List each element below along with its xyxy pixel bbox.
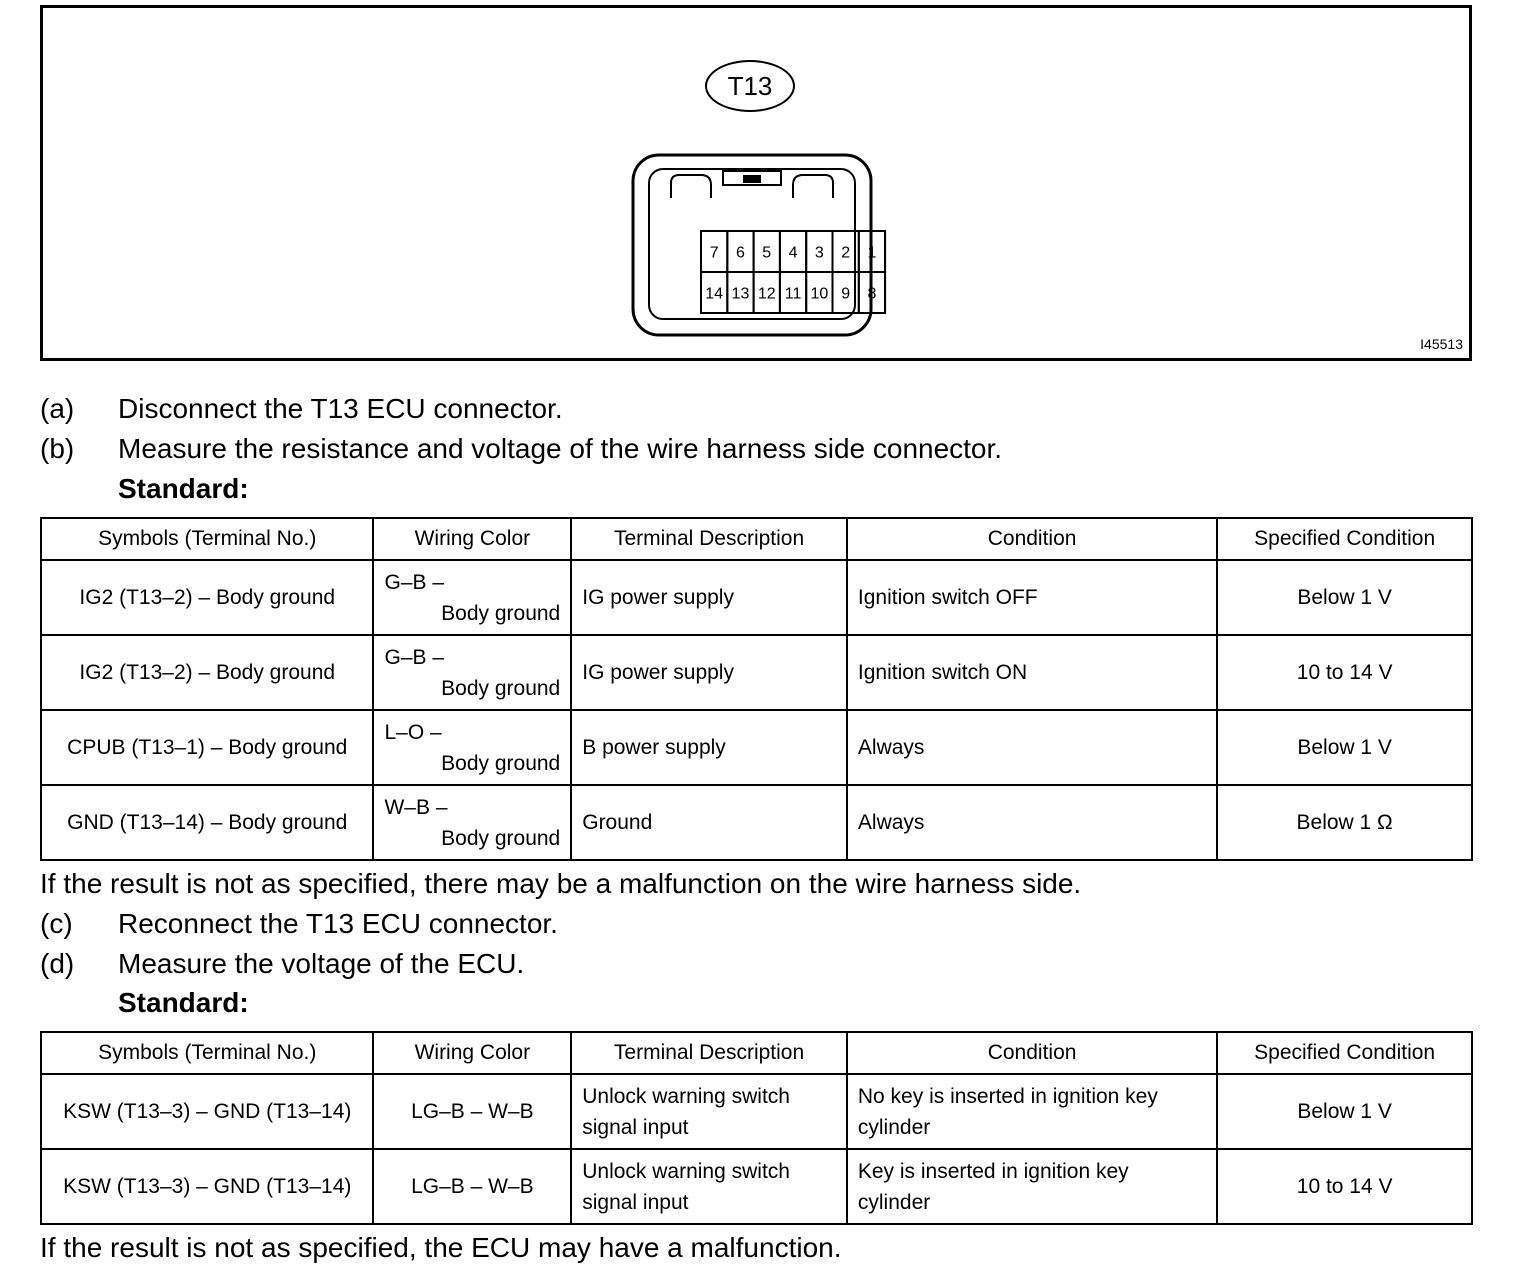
desc-line: Unlock warning switch	[582, 1159, 790, 1183]
pin-number: 9	[841, 285, 851, 303]
desc-line: signal input	[582, 1190, 689, 1214]
cell-wiring-color	[373, 560, 571, 635]
connector-diagram	[631, 153, 875, 347]
cell-description: IG power supply	[571, 635, 847, 710]
cell-wiring-color: LG–B – W–B	[373, 1149, 571, 1224]
pin-number: 8	[867, 285, 877, 303]
table-row	[41, 710, 1472, 785]
step-c	[40, 904, 1480, 944]
header-wiring-color: Wiring Color	[373, 1032, 571, 1074]
step-b	[40, 429, 1480, 469]
cell-condition	[847, 1074, 1217, 1149]
cond-line: cylinder	[857, 1190, 931, 1214]
cell-description: IG power supply	[571, 560, 847, 635]
header-wiring-color: Wiring Color	[373, 518, 571, 560]
cell-condition	[847, 1149, 1217, 1224]
pin-number: 2	[841, 244, 851, 262]
figure-id: I45513	[1420, 336, 1463, 352]
cell-condition: Ignition switch ON	[847, 635, 1217, 710]
wire-target: Body ground	[441, 751, 561, 775]
step-c-text: Reconnect the T13 ECU connector.	[118, 908, 558, 939]
cell-wiring-color	[373, 635, 571, 710]
table-row	[41, 785, 1472, 860]
pin-number: 5	[762, 244, 772, 262]
cell-symbol: KSW (T13–3) – GND (T13–14)	[41, 1149, 373, 1224]
step-b-mark: (b)	[40, 433, 75, 464]
step-b-text: Measure the resistance and voltage of the wire harness side connector.	[118, 433, 1003, 464]
wire-target: Body ground	[441, 601, 561, 625]
cond-line: cylinder	[857, 1115, 931, 1139]
cell-wiring-color	[373, 785, 571, 860]
cell-spec: Below 1 V	[1217, 560, 1472, 635]
wire-color: G–B –	[384, 645, 445, 669]
step-d-mark: (d)	[40, 948, 75, 979]
header-symbols: Symbols (Terminal No.)	[41, 518, 373, 560]
header-terminal-description: Terminal Description	[571, 1032, 847, 1074]
table-row	[41, 1074, 1472, 1149]
desc-line: signal input	[582, 1115, 689, 1139]
cell-condition: Ignition switch OFF	[847, 560, 1217, 635]
header-specified-condition: Specified Condition	[1217, 518, 1472, 560]
wire-color: L–O –	[384, 720, 442, 744]
cell-condition: Always	[847, 785, 1217, 860]
cell-spec: 10 to 14 V	[1217, 635, 1472, 710]
wire-color: W–B –	[384, 795, 448, 819]
cell-spec: Below 1 V	[1217, 710, 1472, 785]
header-condition: Condition	[847, 518, 1217, 560]
cell-symbol: CPUB (T13–1) – Body ground	[41, 710, 373, 785]
pin-number: 4	[788, 244, 798, 262]
pin-number: 11	[784, 285, 802, 303]
table-header-row	[41, 518, 1472, 560]
wire-target: Body ground	[441, 826, 561, 850]
cell-description: B power supply	[571, 710, 847, 785]
table-header-row	[41, 1032, 1472, 1074]
cell-spec: Below 1 Ω	[1217, 785, 1472, 860]
pin-number: 13	[731, 285, 750, 303]
step-c-mark: (c)	[40, 908, 73, 939]
pin-number: 12	[757, 285, 776, 303]
note-harness: If the result is not as specified, there may be a malfunction on the wire harness side.	[40, 868, 1082, 899]
cell-wiring-color: LG–B – W–B	[373, 1074, 571, 1149]
step-d-text: Measure the voltage of the ECU.	[118, 948, 525, 979]
cell-description: Ground	[571, 785, 847, 860]
step-d	[40, 944, 1480, 984]
pin-number: 3	[814, 244, 824, 262]
pin-number: 6	[735, 244, 745, 262]
desc-line: Unlock warning switch	[582, 1084, 790, 1108]
latch-slot	[743, 175, 761, 183]
pin-number: 10	[810, 285, 829, 303]
table-row	[41, 1149, 1472, 1224]
table-harness	[40, 517, 1473, 861]
wire-color: G–B –	[384, 570, 445, 594]
step-a-text: Disconnect the T13 ECU connector.	[118, 393, 563, 424]
cell-spec: 10 to 14 V	[1217, 1149, 1472, 1224]
pin-number: 14	[705, 285, 724, 303]
cell-symbol: IG2 (T13–2) – Body ground	[41, 635, 373, 710]
table-ecu	[40, 1031, 1473, 1225]
pin-number: 7	[709, 244, 719, 262]
pin-number: 1	[867, 244, 877, 262]
standard-label-1: Standard:	[118, 473, 249, 504]
cell-symbol: KSW (T13–3) – GND (T13–14)	[41, 1074, 373, 1149]
table-row	[41, 635, 1472, 710]
cell-description	[571, 1074, 847, 1149]
table-row	[41, 560, 1472, 635]
cell-symbol: GND (T13–14) – Body ground	[41, 785, 373, 860]
header-symbols: Symbols (Terminal No.)	[41, 1032, 373, 1074]
standard-label-2: Standard:	[118, 987, 249, 1018]
step-a	[40, 389, 1480, 429]
cell-condition: Always	[847, 710, 1217, 785]
cond-line: No key is inserted in ignition key	[857, 1084, 1158, 1108]
header-terminal-description: Terminal Description	[571, 518, 847, 560]
connector-figure	[40, 5, 1472, 361]
cell-symbol: IG2 (T13–2) – Body ground	[41, 560, 373, 635]
wire-target: Body ground	[441, 676, 561, 700]
note-ecu: If the result is not as specified, the ECU may have a malfunction.	[40, 1232, 842, 1263]
header-condition: Condition	[847, 1032, 1217, 1074]
cell-wiring-color	[373, 710, 571, 785]
cell-spec: Below 1 V	[1217, 1074, 1472, 1149]
cell-description	[571, 1149, 847, 1224]
connector-name-label: T13	[705, 60, 795, 112]
step-a-mark: (a)	[40, 393, 75, 424]
cond-line: Key is inserted in ignition key	[857, 1159, 1129, 1183]
header-specified-condition: Specified Condition	[1217, 1032, 1472, 1074]
